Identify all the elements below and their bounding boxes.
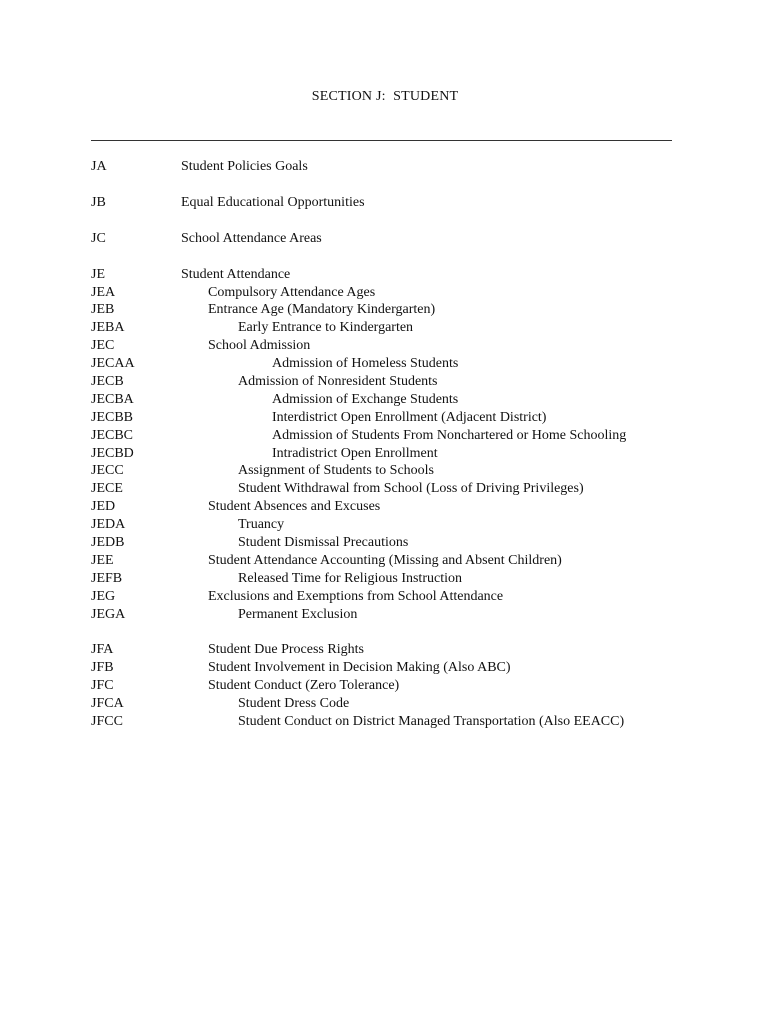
policy-title: Student Attendance Accounting (Missing and Absent Children): [208, 552, 562, 568]
policy-title: Truancy: [238, 517, 285, 533]
policy-entry: [0, 355, 770, 373]
policy-group: [0, 641, 770, 730]
policy-entry: [0, 445, 770, 463]
policy-code: JEFB: [91, 570, 123, 586]
policy-code: JEE: [91, 552, 114, 568]
policy-entry: [0, 409, 770, 427]
policy-title: Student Absences and Excuses: [208, 499, 381, 515]
policy-code: JEC: [91, 338, 115, 354]
policy-title: Exclusions and Exemptions from School Attendance: [208, 588, 504, 604]
policy-title: Interdistrict Open Enrollment (Adjacent District): [272, 409, 547, 425]
policy-group: [0, 230, 770, 248]
policy-entry: [0, 641, 770, 659]
policy-entry: [0, 677, 770, 695]
policy-title: Permanent Exclusion: [238, 606, 358, 622]
policy-entry: [0, 516, 770, 534]
policy-code: JFCA: [91, 696, 124, 712]
policy-code: JEG: [91, 588, 116, 604]
policy-code: JEGA: [91, 606, 126, 622]
policy-entry: [0, 158, 770, 176]
policy-entry: [0, 588, 770, 606]
policy-code: JECB: [91, 374, 124, 390]
policy-entry: [0, 391, 770, 409]
policy-title: Compulsory Attendance Ages: [208, 284, 376, 300]
policy-title: School Admission: [208, 338, 311, 354]
policy-title: Entrance Age (Mandatory Kindergarten): [208, 302, 436, 318]
policy-title: Admission of Students From Nonchartered or Home Schooling: [272, 427, 627, 443]
horizontal-rule: [91, 140, 672, 141]
policy-title: Equal Educational Opportunities: [181, 194, 365, 210]
policy-title: Student Dismissal Precautions: [238, 535, 409, 551]
policy-entry: [0, 284, 770, 302]
policy-index: [0, 158, 770, 749]
policy-entry: [0, 695, 770, 713]
policy-code: JFB: [91, 660, 114, 676]
policy-code: JEBA: [91, 320, 125, 336]
policy-entry: [0, 606, 770, 624]
policy-title: Student Involvement in Decision Making (Also ABC): [208, 660, 511, 676]
policy-code: JECBB: [91, 409, 134, 425]
policy-entry: [0, 301, 770, 319]
policy-code: JB: [91, 194, 106, 210]
policy-code: JEDB: [91, 535, 125, 551]
policy-title: Student Conduct (Zero Tolerance): [208, 678, 400, 694]
policy-title: Admission of Exchange Students: [272, 391, 459, 407]
policy-code: JECAA: [91, 356, 135, 372]
policy-code: JECC: [91, 463, 124, 479]
policy-group: [0, 158, 770, 176]
policy-entry: [0, 427, 770, 445]
policy-code: JECBC: [91, 427, 134, 443]
policy-title: Student Conduct on District Managed Transportation (Also EEACC): [238, 714, 625, 730]
policy-code: JEA: [91, 284, 116, 300]
policy-entry: [0, 570, 770, 588]
policy-entry: [0, 552, 770, 570]
policy-title: Early Entrance to Kindergarten: [238, 320, 414, 336]
policy-title: Student Policies Goals: [181, 159, 308, 174]
policy-code: JED: [91, 499, 116, 515]
policy-title: Student Attendance: [181, 266, 291, 282]
policy-code: JECBD: [91, 445, 134, 461]
policy-code: JEDA: [91, 517, 126, 533]
policy-title: Admission of Homeless Students: [272, 356, 459, 372]
policy-group: [0, 266, 770, 624]
policy-group: [0, 194, 770, 212]
policy-title: School Attendance Areas: [181, 230, 322, 246]
policy-code: JA: [91, 159, 107, 174]
policy-entry: [0, 498, 770, 516]
policy-entry: [0, 319, 770, 337]
policy-title: Released Time for Religious Instruction: [238, 570, 462, 586]
policy-entry: [0, 462, 770, 480]
policy-entry: [0, 713, 770, 731]
policy-code: JFA: [91, 642, 114, 658]
policy-title: Student Dress Code: [238, 696, 350, 712]
policy-entry: [0, 534, 770, 552]
policy-code: JECE: [91, 481, 123, 497]
policy-entry: [0, 373, 770, 391]
policy-code: JE: [91, 266, 105, 282]
policy-entry: [0, 194, 770, 212]
policy-title: Intradistrict Open Enrollment: [272, 445, 438, 461]
policy-entry: [0, 337, 770, 355]
policy-code: JC: [91, 230, 106, 246]
policy-entry: [0, 480, 770, 498]
policy-title: Student Due Process Rights: [208, 642, 364, 658]
section-title: SECTION J: STUDENT: [311, 89, 459, 104]
policy-entry: [0, 659, 770, 677]
policy-code: JEB: [91, 302, 115, 318]
policy-entry: [0, 230, 770, 248]
policy-code: JECBA: [91, 391, 134, 407]
policy-code: JFC: [91, 678, 114, 694]
policy-title: Student Withdrawal from School (Loss of Driving Privileges): [238, 481, 584, 497]
policy-entry: [0, 266, 770, 284]
policy-title: Assignment of Students to Schools: [238, 463, 435, 479]
policy-code: JFCC: [91, 714, 123, 730]
policy-title: Admission of Nonresident Students: [238, 374, 438, 390]
